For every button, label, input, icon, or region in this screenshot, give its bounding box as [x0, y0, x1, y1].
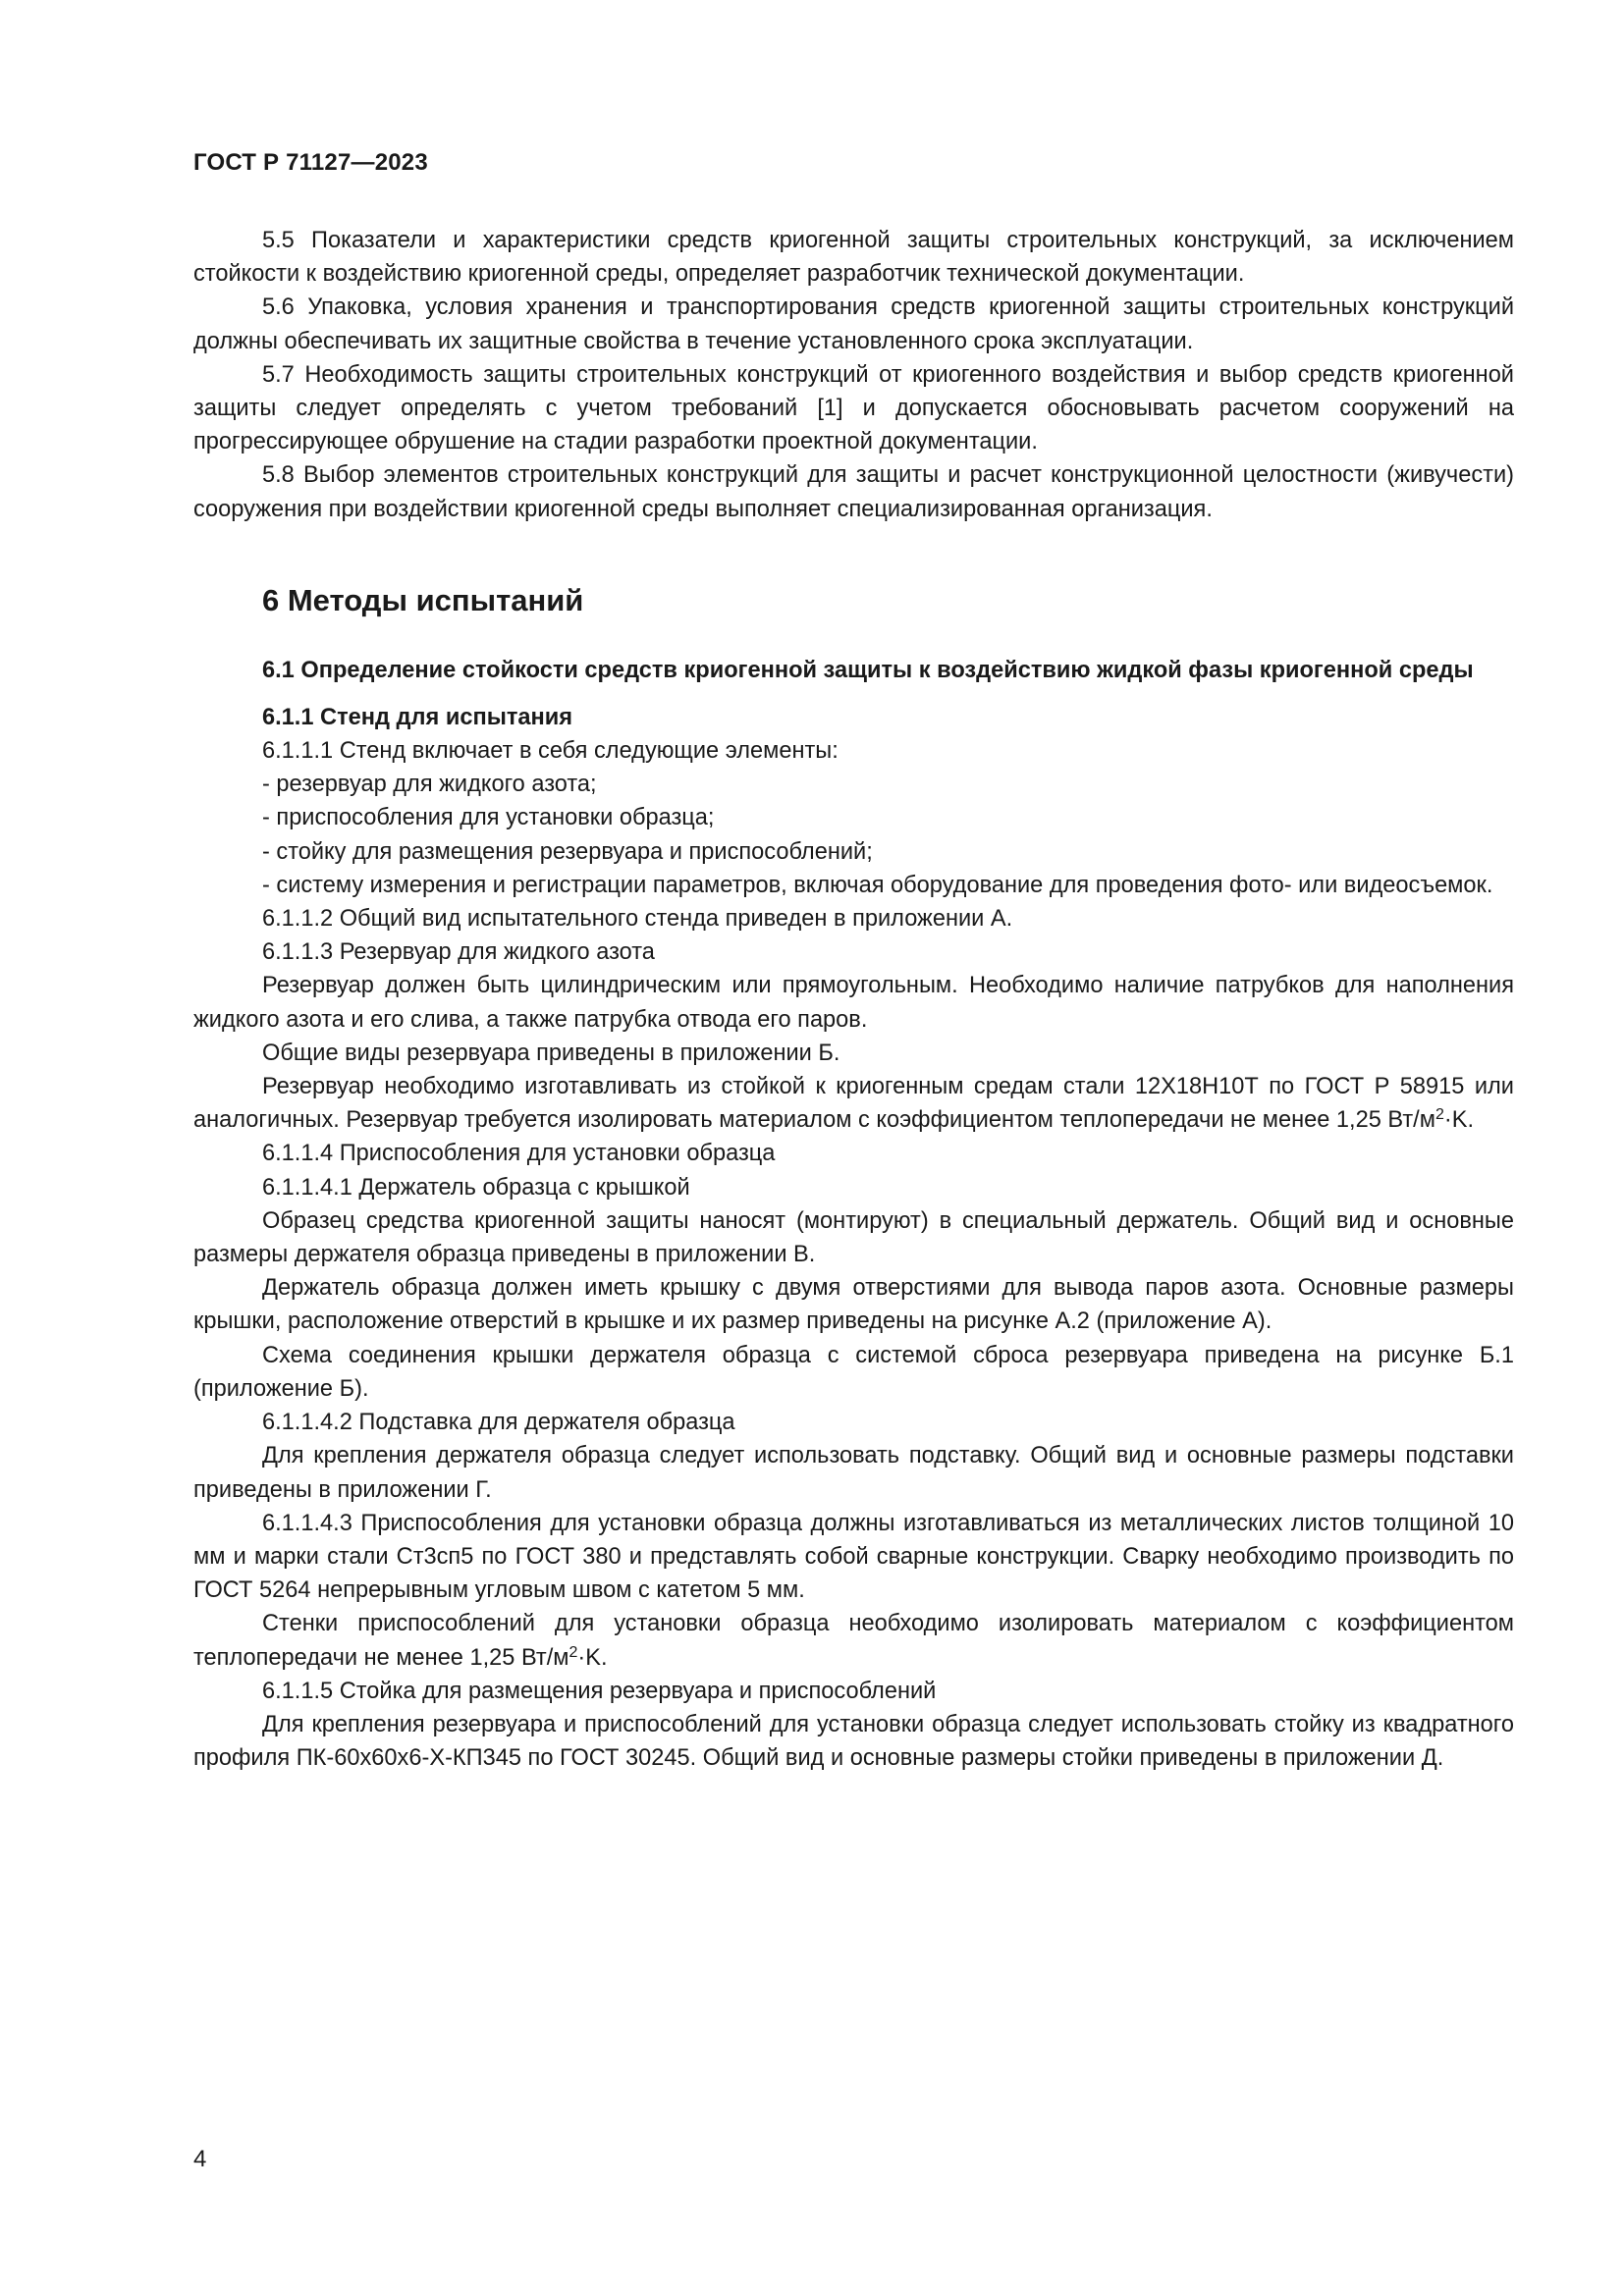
paragraph-5-8: 5.8 Выбор элементов строительных конструкций для защиты и расчет конструкционной целостности (живучести) сооружения при воздействии криогенной среды выполняет специализированная организация. [193, 462, 1514, 522]
section-6-heading: 6 Методы испытаний [262, 582, 584, 617]
paragraph-6-1-1-4-2: 6.1.1.4.2 Подставка для держателя образца [262, 1410, 735, 1436]
paragraph-6-1-1-4: 6.1.1.4 Приспособления для установки образца [262, 1141, 776, 1167]
subsection-6-1-heading: 6.1 Определение стойкости средств криогенной защиты к воздействию жидкой фазы криогенной среды [262, 657, 1474, 683]
list-item: - резервуар для жидкого азота; [262, 772, 597, 798]
paragraph-5-5: 5.5 Показатели и характеристики средств криогенной защиты строительных конструкций, за исключением стойкости к воздействию криогенной среды, определяет разработчик технической документации. [193, 228, 1514, 288]
paragraph-reservoir-views: Общие виды резервуара приведены в приложении Б. [262, 1040, 840, 1066]
superscript-2: 2 [1435, 1106, 1444, 1124]
page-number: 4 [193, 2146, 207, 2172]
paragraph-holder-lid: Держатель образца должен иметь крышку с двумя отверстиями для вывода паров азота. Основные размеры крышки, расположение отверстий в крышке и их размер приведены на рисунке А.2 (приложение А). [193, 1275, 1514, 1335]
paragraph-6-1-1-3: 6.1.1.3 Резервуар для жидкого азота [262, 939, 655, 966]
paragraph-6-1-1-4-1: 6.1.1.4.1 Держатель образца с крышкой [262, 1174, 690, 1201]
paragraph-6-1-1-5: 6.1.1.5 Стойка для размещения резервуара и приспособлений [262, 1678, 937, 1704]
superscript-2: 2 [568, 1643, 578, 1661]
paragraph-6-1-1-1: 6.1.1.1 Стенд включает в себя следующие элементы: [262, 738, 839, 765]
list-item: - стойку для размещения резервуара и приспособлений; [262, 838, 873, 865]
reservoir-material-text: Резервуар необходимо изготавливать из стойкой к криогенным средам стали 12Х18Н10Т по ГОСТ Р 58915 или аналогичных. Резервуар требуется изолировать материалом с коэффициентом теплопередачи не менее 1,25 Вт/м [193, 1074, 1514, 1134]
paragraph-6-1-1-2: 6.1.1.2 Общий вид испытательного стенда приведен в приложении А. [262, 906, 1013, 933]
unit-tail: ·K. [1443, 1107, 1474, 1134]
paragraph-5-6: 5.6 Упаковка, условия хранения и транспортирования средств криогенной защиты строительных конструкций должны обеспечивать их защитные свойства в течение установленного срока эксплуатации. [193, 294, 1514, 354]
paragraph-reservoir-shape: Резервуар должен быть цилиндрическим или прямоугольным. Необходимо наличие патрубков для наполнения жидкого азота и его слива, а также патрубка отвода его паров. [193, 973, 1514, 1033]
paragraph-rack: Для крепления резервуара и приспособлений для установки образца следует использовать стойку из квадратного профиля ПК-60х60х6-Х-КП345 по ГОСТ 30245. Общий вид и основные размеры стойки приведены в приложении Д. [193, 1711, 1514, 1772]
paragraph-stand: Для крепления держателя образца следует использовать подставку. Общий вид и основные размеры подставки приведены в приложении Г. [193, 1443, 1514, 1503]
paragraph-6-1-1-4-3: 6.1.1.4.3 Приспособления для установки образца должны изготавливаться из металлических листов толщиной 10 мм и марки стали Ст3сп5 по ГОСТ 380 и представлять собой сварные конструкции. Сварку необходимо производить по ГОСТ 5264 непрерывным угловым швом с катетом 5 мм. [193, 1510, 1514, 1604]
paragraph-holder-scheme: Схема соединения крышки держателя образца с системой сброса резервуара приведена на рисунке Б.1 (приложение Б). [193, 1342, 1514, 1402]
unit-tail: ·K. [577, 1644, 608, 1671]
document-body [193, 224, 1514, 1775]
paragraph-walls-insulation [193, 1607, 1514, 1674]
walls-insulation-text: Стенки приспособлений для установки образца необходимо изолировать материалом с коэффициентом теплопередачи не менее 1,25 Вт/м [193, 1611, 1514, 1671]
paragraph-reservoir-material [193, 1070, 1514, 1137]
subsection-6-1-1-heading: 6.1.1 Стенд для испытания [262, 704, 573, 730]
list-item: - систему измерения и регистрации параметров, включая оборудование для проведения фото- или видеосъемок. [262, 872, 1493, 898]
document-header: ГОСТ Р 71127—2023 [193, 149, 428, 176]
paragraph-5-7: 5.7 Необходимость защиты строительных конструкций от криогенного воздействия и выбор средств криогенной защиты следует определять с учетом требований [1] и допускается обосновывать расчетом сооружений на прогрессирующее обрушение на стадии разработки проектной документации. [193, 361, 1514, 455]
list-item: - приспособления для установки образца; [262, 805, 715, 831]
paragraph-holder-sample: Образец средства криогенной защиты наносят (монтируют) в специальный держатель. Общий вид и основные размеры держателя образца приведены в приложении В. [193, 1207, 1514, 1268]
